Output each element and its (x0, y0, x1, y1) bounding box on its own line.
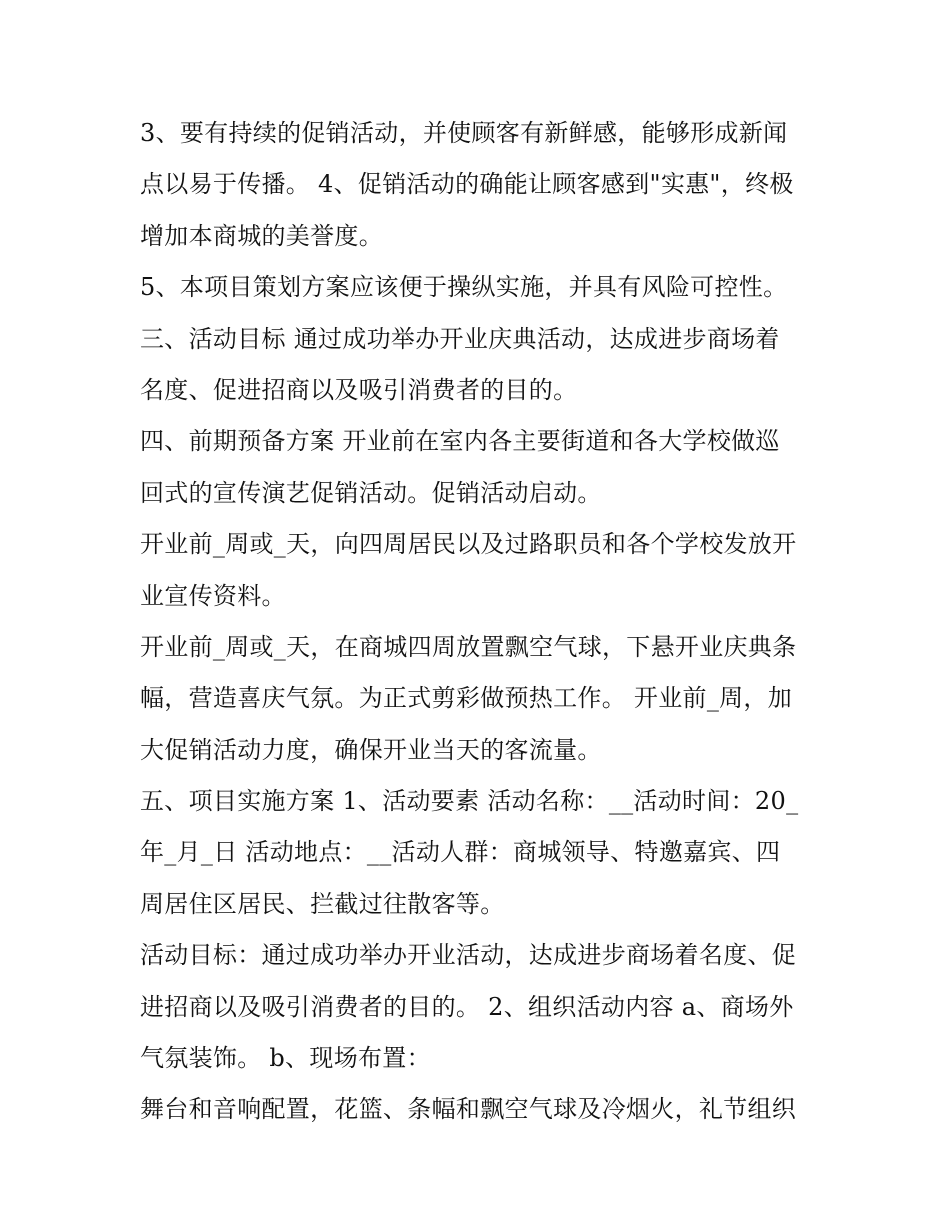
text-line: 增加本商城的美誉度。 (140, 221, 383, 250)
text-line: 气氛装饰。 b、现场布置： (140, 1044, 431, 1073)
text-line: 进招商以及吸引消费者的目的。 2、组织活动内容 a、商场外 (140, 992, 794, 1021)
text-line: 舞台和音响配置，花篮、条幅和飘空气球及冷烟火，礼节组织 (140, 1095, 797, 1124)
text-line: 3、要有持续的促销活动，并使顾客有新鲜感，能够形成新闻 (140, 119, 788, 147)
text-line: 活动目标：通过成功举办开业活动，达成进步商场着名度、促 (140, 941, 797, 970)
text-line: 四、前期预备方案 开业前在室内各主要街道和各大学校做巡 (140, 427, 780, 456)
text-line: 幅，营造喜庆气氛。为正式剪彩做预热工作。 开业前_周，加 (140, 684, 793, 713)
text-line: 年_月_日 活动地点：__活动人群：商城领导、特邀嘉宾、四 (140, 838, 781, 867)
text-line: 回式的宣传演艺促销活动。促销活动启动。 (140, 478, 602, 507)
text-line: 开业前_周或_天，向四周居民以及过路职员和各个学校发放开 (140, 530, 797, 559)
text-line: 五、项目实施方案 1、活动要素 活动名称：__活动时间：20_ (140, 787, 799, 816)
text-line: 三、活动目标 通过成功举办开业庆典活动，达成进步商场着 (140, 324, 780, 353)
paragraph (140, 314, 820, 417)
paragraph (140, 1084, 820, 1135)
text-line: 大促销活动力度，确保开业当天的客流量。 (140, 735, 602, 764)
paragraph (140, 262, 820, 313)
text-line: 点以易于传播。 4、促销活动的确能让顾客感到"实惠"，终极 (140, 170, 794, 199)
text-line: 业宣传资料。 (140, 581, 286, 610)
text-line: 开业前_周或_天，在商城四周放置飘空气球，下悬开业庆典条 (140, 632, 797, 661)
text-line: 周居住区居民、拦截过往散客等。 (140, 889, 505, 918)
paragraph (140, 930, 820, 1084)
paragraph (140, 622, 820, 776)
document-body (140, 108, 820, 1136)
text-line: 5、本项目策划方案应该便于操纵实施，并具有风险可控性。 (140, 273, 788, 302)
paragraph (140, 776, 820, 930)
paragraph (140, 108, 820, 262)
paragraph (140, 519, 820, 622)
text-line: 名度、促进招商以及吸引消费者的目的。 (140, 375, 578, 404)
paragraph (140, 416, 820, 519)
